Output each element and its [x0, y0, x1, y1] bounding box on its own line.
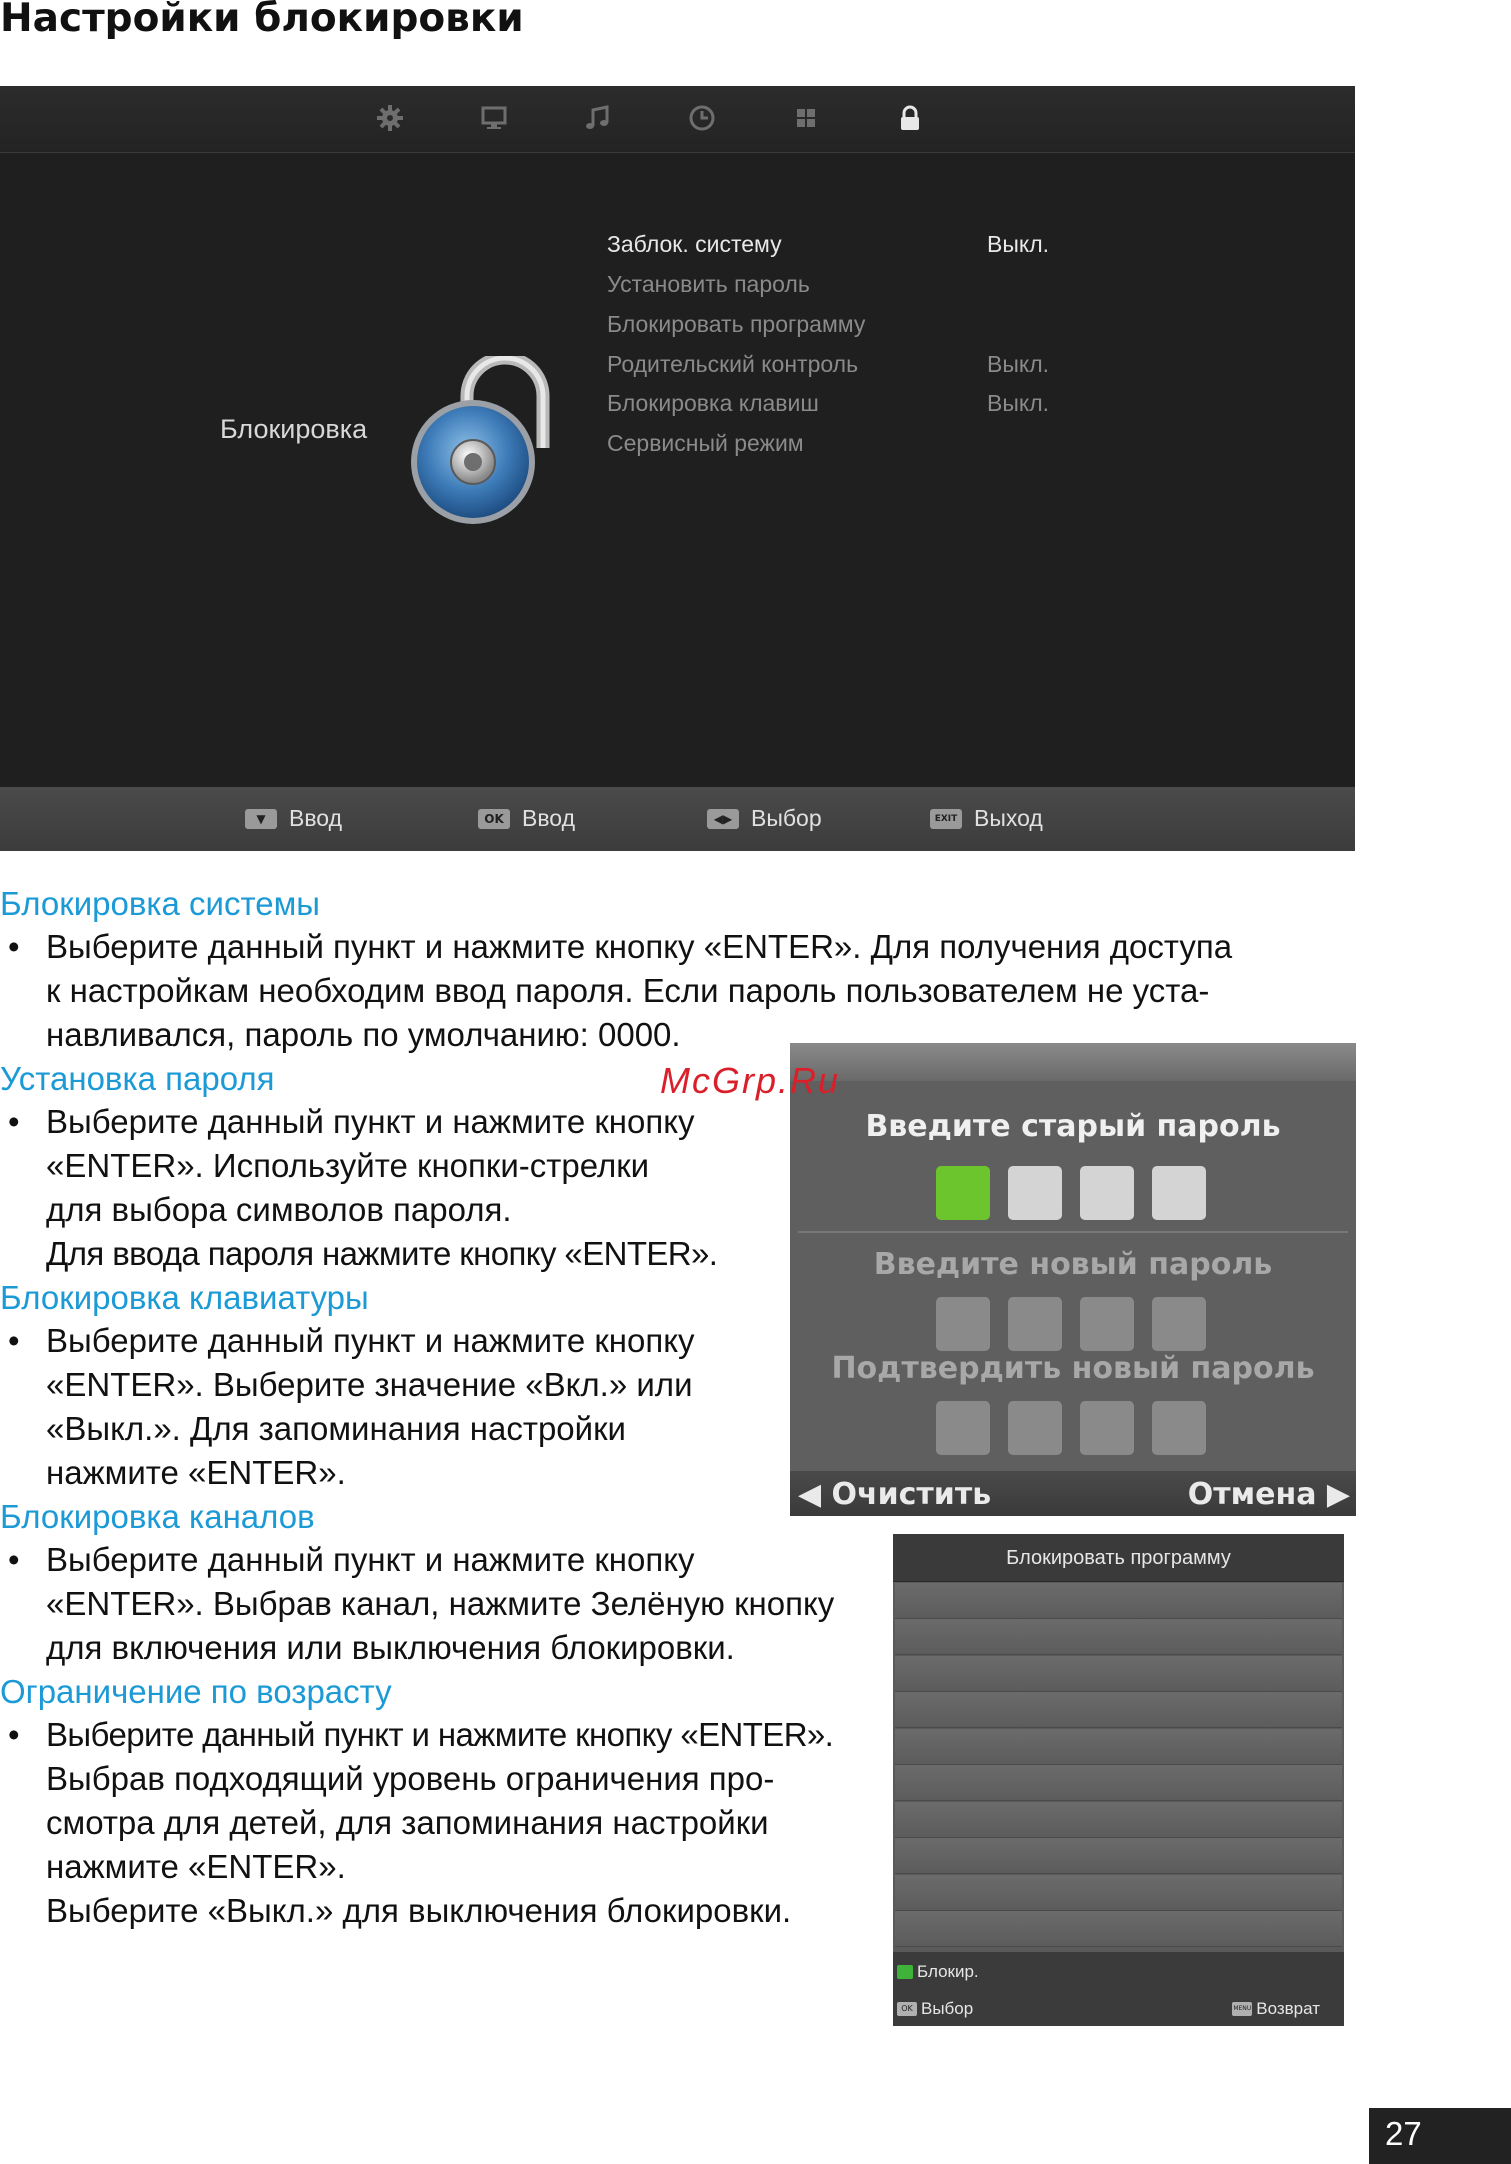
heading-channel-lock: Блокировка каналов	[0, 1498, 315, 1535]
list-item[interactable]	[895, 1838, 1342, 1874]
divider	[798, 1231, 1348, 1233]
new-password-label: Введите новый пароль	[873, 1247, 1273, 1282]
menu-key-icon: MENU	[1232, 2002, 1252, 2016]
new-password-digit-1[interactable]	[936, 1297, 990, 1351]
down-arrow-key-icon: ▼	[245, 809, 277, 829]
list-item[interactable]	[895, 1656, 1342, 1692]
body-line: Выберите «Выкл.» для выключения блокировки.	[46, 1892, 792, 1929]
hint-label: Выход	[974, 805, 1043, 831]
hint-label: Выбор	[921, 1999, 974, 2018]
hint-back	[1232, 1999, 1320, 2019]
body-line: для включения или выключения блокировки.	[46, 1629, 735, 1666]
hint-enter-down	[245, 805, 342, 832]
list-item[interactable]	[895, 1911, 1342, 1947]
body-line: Выбрав подходящий уровень ограничения про-	[46, 1760, 775, 1797]
page-title: Настройки блокировки	[0, 0, 524, 41]
old-password-digit-4[interactable]	[1152, 1166, 1206, 1220]
bullet: •	[8, 1322, 20, 1359]
heading-keyboard-lock: Блокировка клавиатуры	[0, 1279, 369, 1316]
dialog-footer	[790, 1471, 1356, 1516]
hint-select	[707, 805, 822, 832]
body-line: смотра для детей, для запоминания настройки	[46, 1804, 769, 1841]
left-right-key-icon: ◀▶	[707, 809, 739, 829]
block-program-dialog	[893, 1534, 1344, 2026]
menu-value-lock-system: Выкл.	[987, 231, 1050, 257]
list-item[interactable]	[895, 1583, 1342, 1619]
menu-item-key-lock[interactable]: Блокировка клавиш	[607, 390, 819, 416]
lock-settings-screen	[0, 86, 1355, 851]
menu-item-set-password[interactable]: Установить пароль	[607, 271, 810, 297]
menu-item-lock-system[interactable]: Заблок. систему	[607, 231, 782, 257]
confirm-password-digit-4[interactable]	[1152, 1401, 1206, 1455]
body-line: Выберите данный пункт и нажмите кнопку	[46, 1541, 695, 1578]
music-icon[interactable]	[582, 102, 614, 134]
list-item[interactable]	[895, 1729, 1342, 1765]
clear-button[interactable]: ◀ Очистить	[798, 1477, 992, 1512]
new-password-digit-4[interactable]	[1152, 1297, 1206, 1351]
old-password-digit-3[interactable]	[1080, 1166, 1134, 1220]
clock-icon[interactable]	[686, 102, 718, 134]
dialog-footer	[893, 1952, 1344, 2026]
confirm-password-label: Подтвердить новый пароль	[831, 1351, 1315, 1386]
body-line: навливался, пароль по умолчанию: 0000.	[46, 1016, 681, 1053]
hint-label: Ввод	[289, 805, 343, 831]
old-password-digit-2[interactable]	[1008, 1166, 1062, 1220]
gear-icon[interactable]	[374, 102, 406, 134]
menu-section-title: Блокировка	[220, 414, 368, 444]
padlock-icon	[405, 356, 555, 526]
body-line: Выберите данный пункт и нажмите кнопку «ENTER». Для получения доступа	[46, 928, 1233, 965]
body-line: Для ввода пароля нажмите кнопку «ENTER».	[46, 1235, 718, 1272]
list-item[interactable]	[895, 1875, 1342, 1911]
bullet: •	[8, 1541, 20, 1578]
exit-key-icon: EXIT	[930, 809, 962, 829]
body-line: Выберите данный пункт и нажмите кнопку «ENTER».	[46, 1716, 834, 1753]
list-item[interactable]	[895, 1765, 1342, 1801]
list-item[interactable]	[895, 1619, 1342, 1655]
cancel-button[interactable]: Отмена ▶	[1187, 1477, 1350, 1512]
old-password-digit-1[interactable]	[936, 1166, 990, 1220]
hint-select	[897, 1999, 973, 2019]
list-item[interactable]	[895, 1692, 1342, 1728]
menu-value-parental-control: Выкл.	[987, 351, 1050, 377]
password-dialog	[790, 1043, 1356, 1516]
bullet: •	[8, 928, 20, 965]
body-line: «ENTER». Используйте кнопки-стрелки	[46, 1147, 650, 1184]
hint-enter-ok	[478, 805, 575, 832]
tab-bar	[0, 86, 1355, 153]
page-number: 27	[1385, 2115, 1422, 2152]
body-line: «Выкл.». Для запоминания настройки	[46, 1410, 626, 1447]
body-line: «ENTER». Выберите значение «Вкл.» или	[46, 1366, 693, 1403]
list-item[interactable]	[895, 1802, 1342, 1838]
body-line: «ENTER». Выбрав канал, нажмите Зелёную кнопку	[46, 1585, 835, 1622]
menu-value-key-lock: Выкл.	[987, 390, 1050, 416]
ok-key-icon: OK	[897, 2002, 917, 2016]
dialog-top-bar	[790, 1043, 1356, 1081]
hint-label: Возврат	[1256, 1999, 1320, 2018]
heading-age-restriction: Ограничение по возрасту	[0, 1673, 392, 1710]
green-key-icon	[897, 1965, 913, 1979]
bullet: •	[8, 1716, 20, 1753]
heading-set-password: Установка пароля	[0, 1060, 275, 1097]
hint-lock	[897, 1962, 979, 1982]
confirm-password-digit-3[interactable]	[1080, 1401, 1134, 1455]
tv-footer-hints	[0, 787, 1355, 851]
hint-label: Выбор	[751, 805, 822, 831]
hint-label: Ввод	[522, 805, 576, 831]
grid-icon[interactable]	[790, 102, 822, 134]
lock-icon[interactable]	[894, 102, 926, 134]
body-line: Выберите данный пункт и нажмите кнопку	[46, 1103, 695, 1140]
heading-system-lock: Блокировка системы	[0, 885, 320, 922]
menu-item-block-program[interactable]: Блокировать программу	[607, 311, 866, 337]
menu-item-service-mode[interactable]: Сервисный режим	[607, 430, 804, 456]
dialog-title: Блокировать программу	[1006, 1547, 1231, 1569]
bullet: •	[8, 1103, 20, 1140]
menu-item-parental-control[interactable]: Родительский контроль	[607, 351, 859, 377]
body-line: к настройкам необходим ввод пароля. Если пароль пользователем не уста-	[46, 972, 1210, 1009]
body-line: нажмите «ENTER».	[46, 1454, 346, 1491]
monitor-icon[interactable]	[478, 102, 510, 134]
new-password-digit-3[interactable]	[1080, 1297, 1134, 1351]
body-line: для выбора символов пароля.	[46, 1191, 512, 1228]
hint-exit	[930, 805, 1043, 832]
body-line: нажмите «ENTER».	[46, 1848, 346, 1885]
ok-key-icon: OK	[478, 809, 510, 829]
confirm-password-digit-2[interactable]	[1008, 1401, 1062, 1455]
hint-label: Блокир.	[917, 1962, 979, 1981]
old-password-label: Введите старый пароль	[865, 1109, 1281, 1144]
watermark: McGrp.Ru	[660, 1060, 841, 1101]
new-password-digit-2[interactable]	[1008, 1297, 1062, 1351]
body-line: Выберите данный пункт и нажмите кнопку	[46, 1322, 695, 1359]
confirm-password-digit-1[interactable]	[936, 1401, 990, 1455]
